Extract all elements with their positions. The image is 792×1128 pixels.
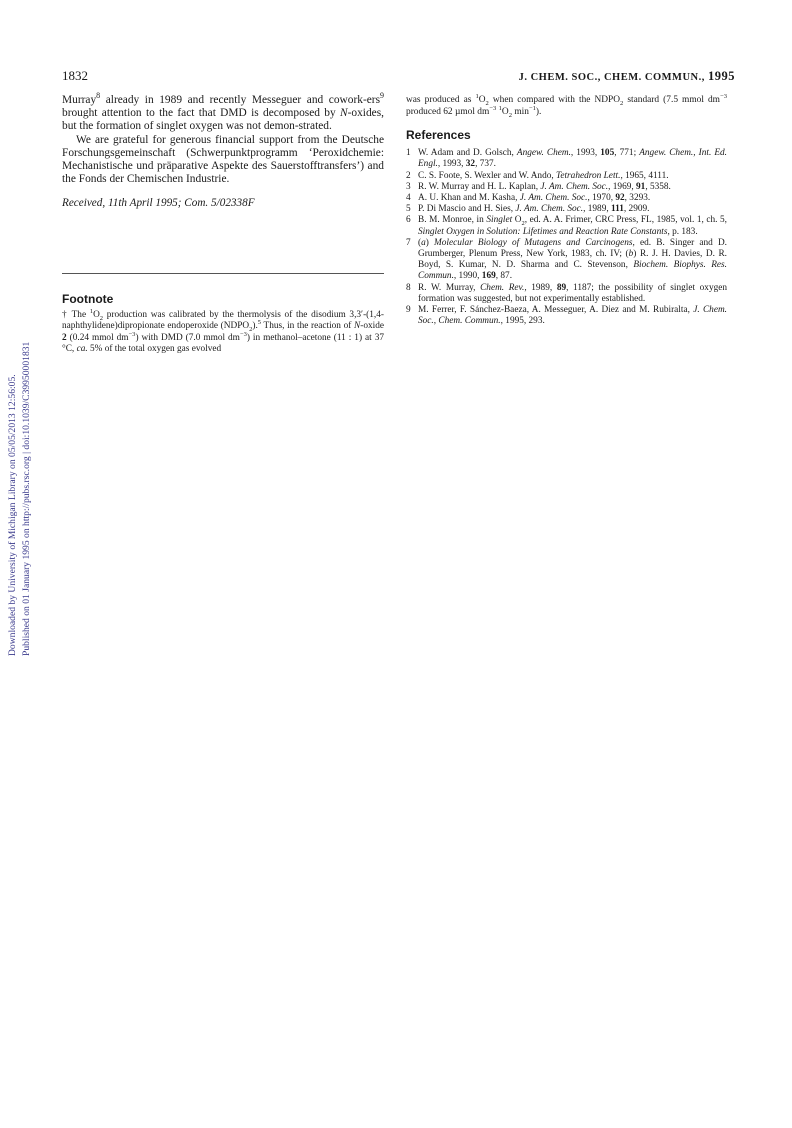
reference-item: 6 B. M. Monroe, in Singlet $O_2$, ed. A. A. Frimer, CRC Press, FL, 1985, vol. 1, ch. 5, Singlet Oxygen in Solution: Lifetimes and Reaction Rate Constants, p. 183. [406, 215, 728, 237]
references-heading: References [406, 128, 471, 143]
footnote-divider [62, 273, 384, 274]
journal-header [519, 69, 735, 84]
journal-year: 1995 [708, 69, 735, 83]
page-number: 1832 [62, 68, 88, 83]
acknowledgement-paragraph: We are grateful for generous financial support from the Deutsche Forschungsgemeinschaft (Schwerpunktprogramm ‘Peroxidchemie: Mechanistische und präparative Aspekte des Sauerstofftransfers’) and the Fonds der Chemischen Industrie. [62, 133, 384, 186]
reference-item: 8 R. W. Murray, Chem. Rev., 1989, 89, 1187; the possibility of singlet oxygen formation was suggested, but not experimentally established. [406, 282, 728, 304]
body-paragraph-murray: Murray$^8$ already in 1989 and recently Messeguer and cowork-ers$^9$ brought attention to the fact that DMD is decomposed by N-oxides, but the formation of singlet oxygen was not demon-strated. [62, 91, 384, 133]
reference-item: 1 W. Adam and D. Golsch, Angew. Chem., 1993, 105, 771; Angew. Chem., Int. Ed. Engl., 1993, 32, 737. [406, 148, 727, 170]
footnote-heading: Footnote [62, 292, 114, 306]
reference-item: 7 (a) Molecular Biology of Mutagens and Carcinogens, ed. B. Singer and D. Grumberger, Plenum Press, New York, 1983, ch. IV; (b) R. J. H. Davies, D. R. Boyd, S. Kumar, N. D. Sharma and C. Stevenson, Biochem. Biophys. Res. Commun., 1990, 169, 87. [406, 237, 727, 282]
reference-item: 4 A. U. Khan and M. Kasha, J. Am. Chem. Soc., 1970, 92, 3293. [406, 193, 651, 203]
footnote-continuation: was produced as $^1O_2$ when compared with the $NDPO_2$ standard (7.5 mmol $dm^{-3}$ produced 62 µmol $dm^{-3}$ $^1O_2$ $\min^{-1}$). [406, 92, 727, 119]
left-column [62, 91, 384, 210]
publication-notice: Published on 01 January 1995 on http://pubs.rsc.org | doi:10.1039/C39950001831 [21, 341, 32, 656]
references-list [406, 148, 727, 327]
right-column [406, 92, 728, 327]
reference-item: 2 C. S. Foote, S. Wexler and W. Ando, Tetrahedron Lett., 1965, 4111. [406, 170, 669, 181]
reference-item: 5 P. Di Mascio and H. Sies, J. Am. Chem. Soc., 1989, 111, 2909. [406, 204, 650, 215]
reference-item: 3 R. W. Murray and H. L. Kaplan, J. Am. Chem. Soc., 1969, 91, 5358. [406, 181, 671, 192]
footnote-text: † The $^1O_2$ production was calibrated by the thermolysis of the disodium 3,3′-(1,4-naphthylidene)dipropionate endoperoxide $(NDPO_2).^5$ Thus, in the reaction of N-oxide 2 (0.24 mmol $dm^{-3}$) with DMD (7.0 mmol $dm^{-3}$) in methanol–acetone (11 : 1) at 37 °C, ca. 5% of the total oxygen gas evolved [62, 307, 385, 355]
received-date: Received, 11th April 1995; Com. 5/02338F [62, 197, 255, 210]
watermark-svg [2, 300, 42, 660]
reference-item: 9 M. Ferrer, F. Sánchez-Baeza, A. Messeguer, A. Diez and M. Rubiralta, J. Chem. Soc., Chem. Commun., 1995, 293. [406, 305, 727, 327]
download-notice: Downloaded by University of Michigan Library on 05/05/2013 12:56:05. [7, 374, 18, 656]
download-watermark [2, 300, 42, 660]
journal-name: J. CHEM. SOC., CHEM. COMMUN., [518, 72, 705, 83]
